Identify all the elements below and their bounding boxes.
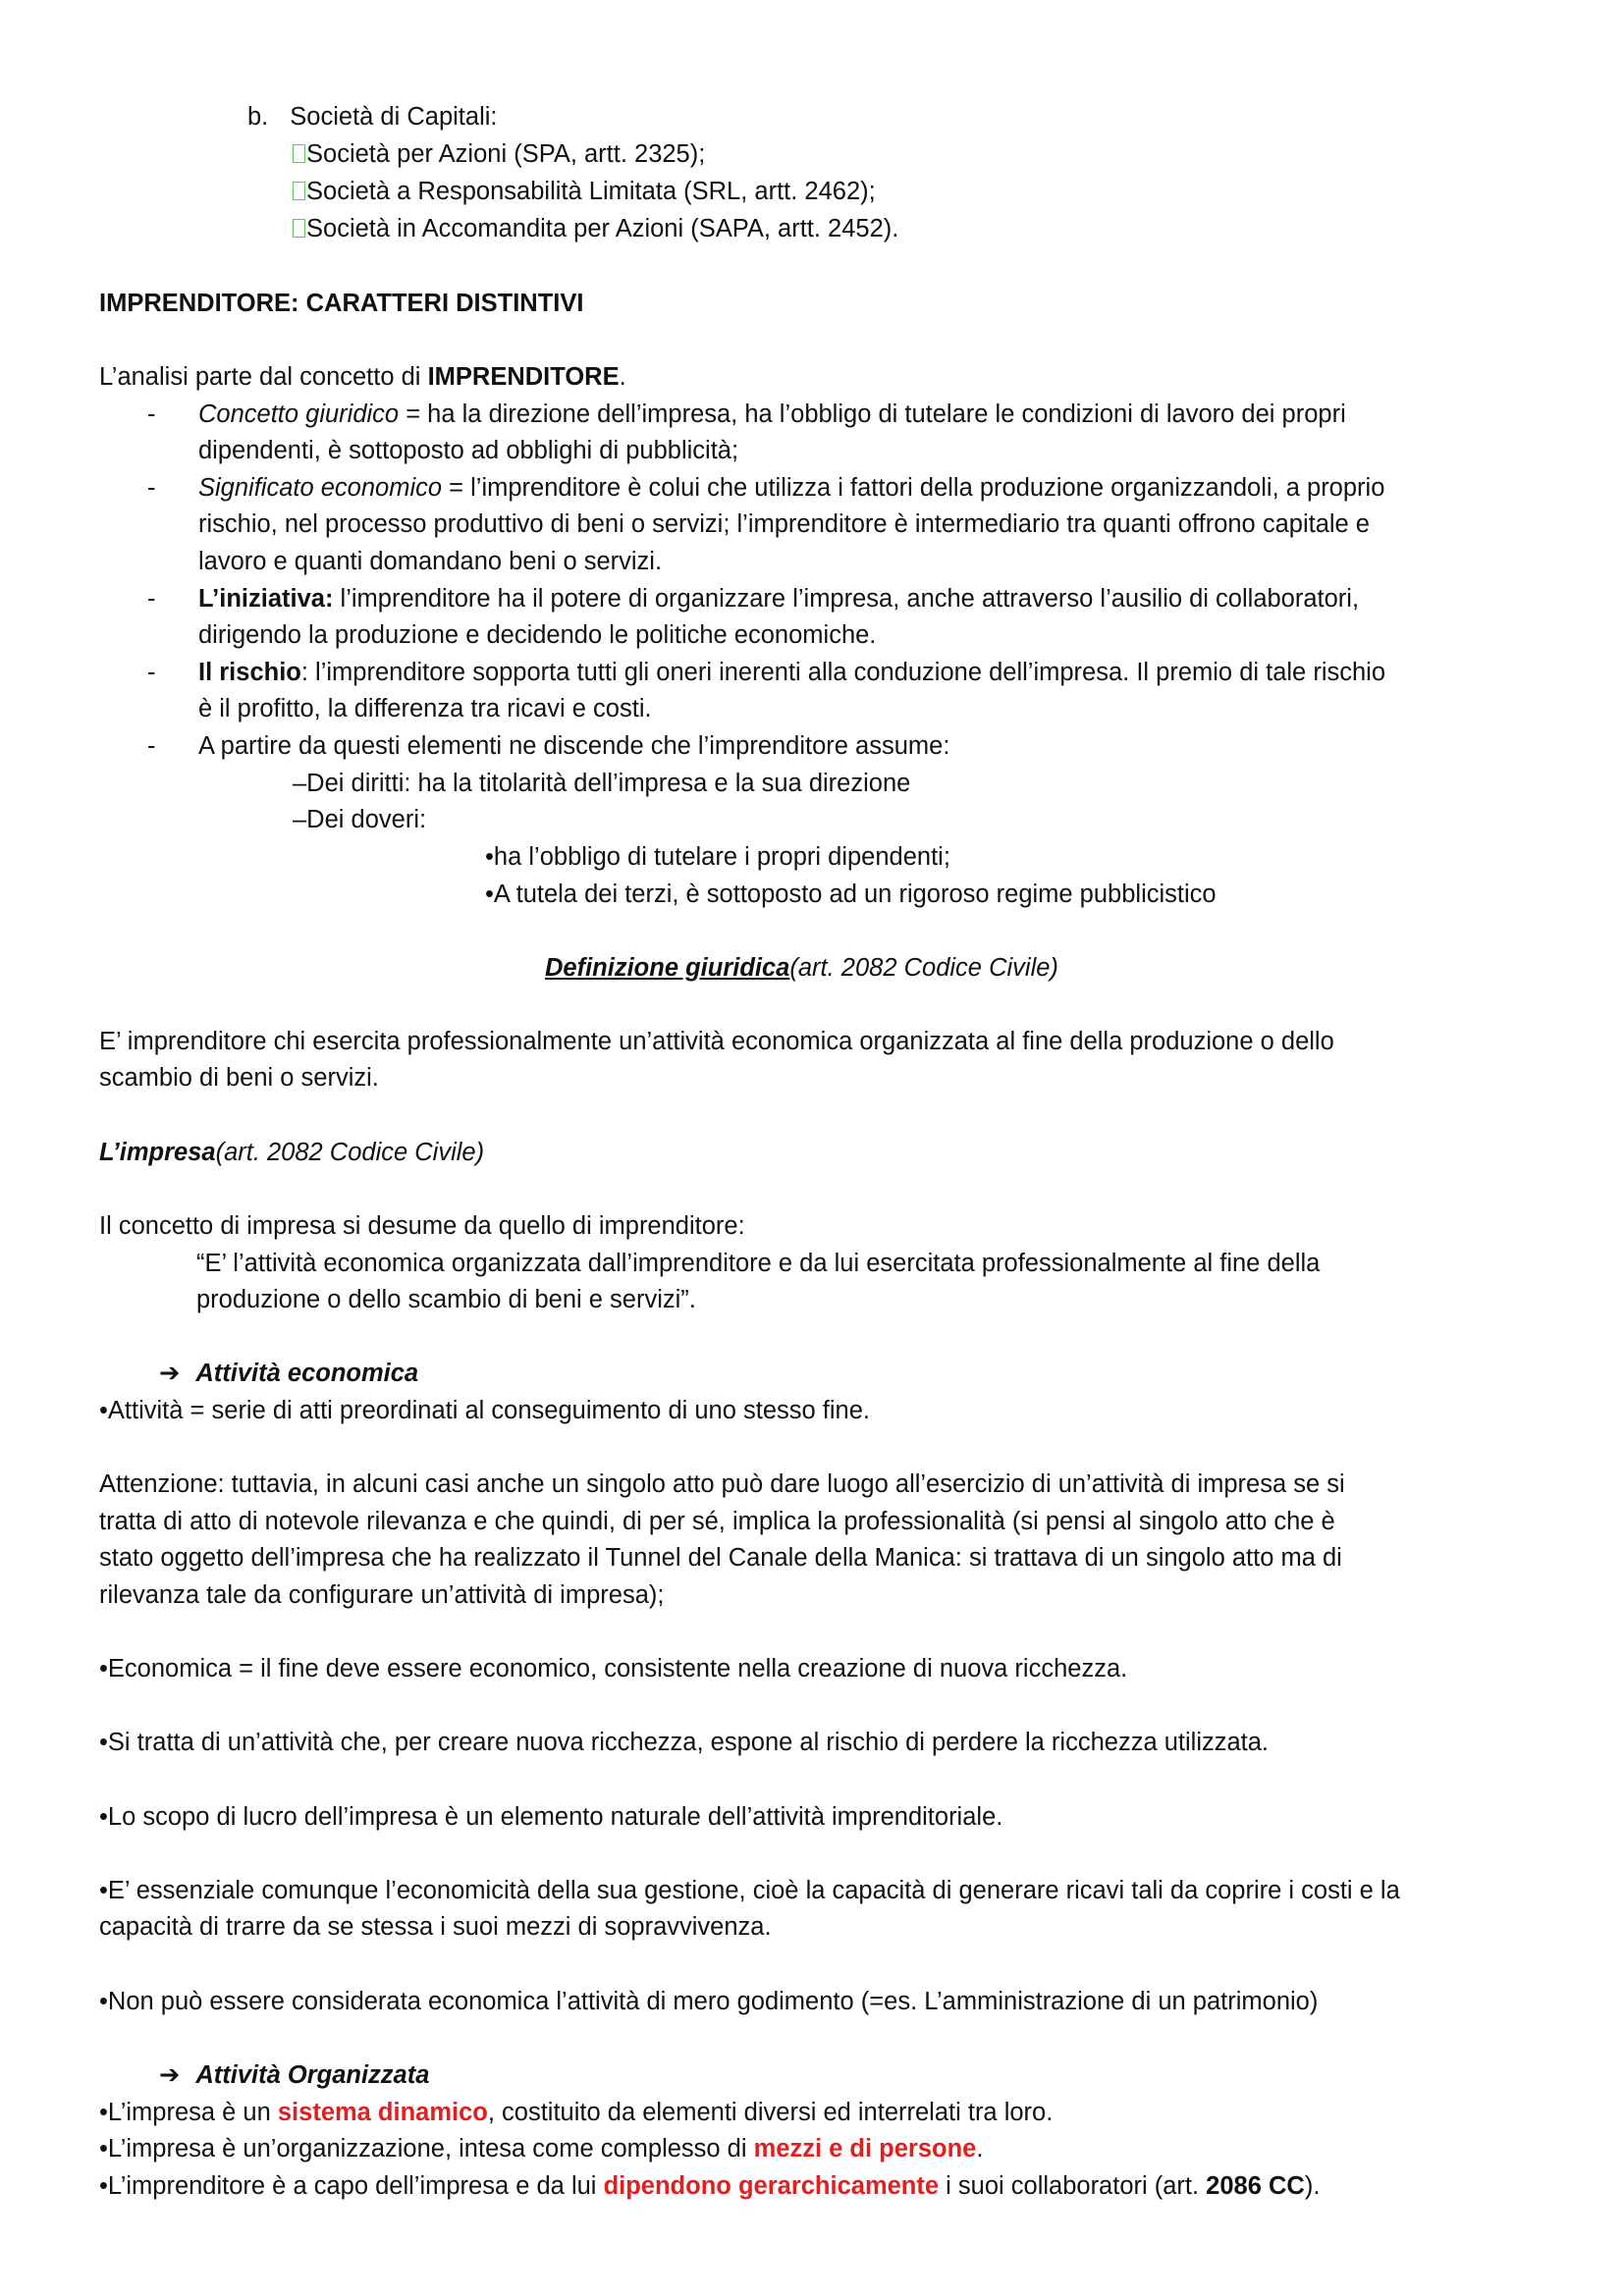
dash-marker: - (147, 585, 156, 613)
bullet-iniziativa: L’iniziativa: l’imprenditore ha il potere di organizzare l’impresa, anche attraverso l’ausilio di collaboratori, (198, 585, 1360, 613)
impresa-heading: L’impresa(art. 2082 Codice Civile) (99, 1139, 485, 1166)
paragraph: •Attività = serie di atti preordinati al conseguimento di uno stesso fine. (99, 1397, 870, 1424)
dash-marker: - (147, 732, 156, 760)
paragraph: •Lo scopo di lucro dell’impresa è un elemento naturale dell’attività imprenditoriale. (99, 1803, 1003, 1831)
bullet-elementi: A partire da questi elementi ne discende che l’imprenditore assume: (198, 732, 950, 760)
intro-paragraph: L’analisi parte dal concetto di IMPRENDITORE. (99, 363, 626, 391)
attenzione-text: stato oggetto dell’impresa che ha realizzato il Tunnel del Canale della Manica: si trattava di un singolo atto ma di (99, 1544, 1342, 1572)
paragraph: •Economica = il fine deve essere economico, consistente nella creazione di nuova ricchezza. (99, 1655, 1128, 1682)
section-b-title: b. Società di Capitali: (247, 103, 498, 131)
arrow-right-icon: ➔ (159, 2061, 181, 2089)
checkbox-bullet-icon (293, 219, 305, 238)
definizione-text: E’ imprenditore chi esercita professionalmente un’attività economica organizzata al fine della produzione o dello (99, 1028, 1334, 1055)
list-item: Società in Accomandita per Azioni (SAPA, artt. 2452). (293, 214, 898, 243)
sub-sub-item: •A tutela dei terzi, è sottoposto ad un rigoroso regime pubblicistico (485, 881, 1217, 908)
paragraph: •L’imprenditore è a capo dell’impresa e da lui dipendono gerarchicamente i suoi collaboratori (art. 2086 CC). (99, 2172, 1321, 2200)
paragraph: •Non può essere considerata economica l’attività di mero godimento (=es. L’amministrazione di un patrimonio) (99, 1988, 1319, 2015)
checkbox-bullet-icon (293, 182, 305, 200)
bullet-line: è il profitto, la differenza tra ricavi e costi. (198, 695, 652, 722)
arrow-right-icon: ➔ (159, 1360, 181, 1387)
attivita-organizzata-heading: ➔ Attività Organizzata (159, 2061, 430, 2089)
bullet-significato-economico: Significato economico = l’imprenditore è colui che utilizza i fattori della produzione organizzandoli, a proprio (198, 474, 1385, 502)
attenzione-text: rilevanza tale da configurare un’attività di impresa); (99, 1581, 665, 1609)
definizione-heading: Definizione giuridica(art. 2082 Codice Civile) (545, 954, 1058, 982)
impresa-quote: produzione o dello scambio di beni e servizi”. (196, 1286, 696, 1313)
list-item: Società per Azioni (SPA, artt. 2325); (293, 139, 705, 169)
attivita-economica-heading: ➔ Attività economica (159, 1360, 419, 1387)
section-heading: IMPRENDITORE: CARATTERI DISTINTIVI (99, 290, 584, 317)
bullet-concetto-giuridico: Concetto giuridico = ha la direzione dell’impresa, ha l’obbligo di tutelare le condizioni di lavoro dei propri (198, 400, 1346, 428)
definizione-text: scambio di beni o servizi. (99, 1064, 379, 1092)
attenzione-text: Attenzione: tuttavia, in alcuni casi anche un singolo atto può dare luogo all’esercizio di un’attività di impresa se si (99, 1470, 1345, 1498)
bullet-line: dirigendo la produzione e decidendo le politiche economiche. (198, 621, 877, 649)
paragraph: •L’impresa è un’organizzazione, intesa come complesso di mezzi e di persone. (99, 2135, 984, 2163)
impresa-intro: Il concetto di impresa si desume da quello di imprenditore: (99, 1212, 745, 1240)
paragraph: •L’impresa è un sistema dinamico, costituito da elementi diversi ed interrelati tra loro. (99, 2099, 1054, 2126)
sub-item-diritti: –Dei diritti: ha la titolarità dell’impresa e la sua direzione (293, 770, 911, 797)
bullet-line: lavoro e quanti domandano beni o servizi. (198, 548, 663, 575)
dash-marker: - (147, 659, 156, 686)
dash-marker: - (147, 474, 156, 502)
paragraph: capacità di trarre da se stessa i suoi mezzi di sopravvivenza. (99, 1913, 772, 1941)
sub-item-doveri: –Dei doveri: (293, 806, 427, 833)
paragraph: •Si tratta di un’attività che, per creare nuova ricchezza, espone al rischio di perdere la ricchezza utilizzata. (99, 1729, 1270, 1756)
dash-marker: - (147, 400, 156, 428)
bullet-rischio: Il rischio: l’imprenditore sopporta tutti gli oneri inerenti alla conduzione dell’impresa. Il premio di tale rischio (198, 659, 1386, 686)
list-item: Società a Responsabilità Limitata (SRL, artt. 2462); (293, 177, 876, 206)
paragraph: •E’ essenziale comunque l’economicità della sua gestione, cioè la capacità di generare ricavi tali da coprire i costi e la (99, 1877, 1400, 1904)
checkbox-bullet-icon (293, 144, 305, 163)
bullet-line: rischio, nel processo produttivo di beni o servizi; l’imprenditore è intermediario tra quanti offrono capitale e (198, 510, 1370, 538)
impresa-quote: “E’ l’attività economica organizzata dall’imprenditore e da lui esercitata professionalmente al fine della (196, 1250, 1321, 1277)
sub-sub-item: •ha l’obbligo di tutelare i propri dipendenti; (485, 843, 950, 871)
attenzione-text: tratta di atto di notevole rilevanza e che quindi, di per sé, implica la professionalità (si pensi al singolo atto che è (99, 1508, 1335, 1535)
bullet-line: dipendenti, è sottoposto ad obblighi di pubblicità; (198, 437, 739, 464)
